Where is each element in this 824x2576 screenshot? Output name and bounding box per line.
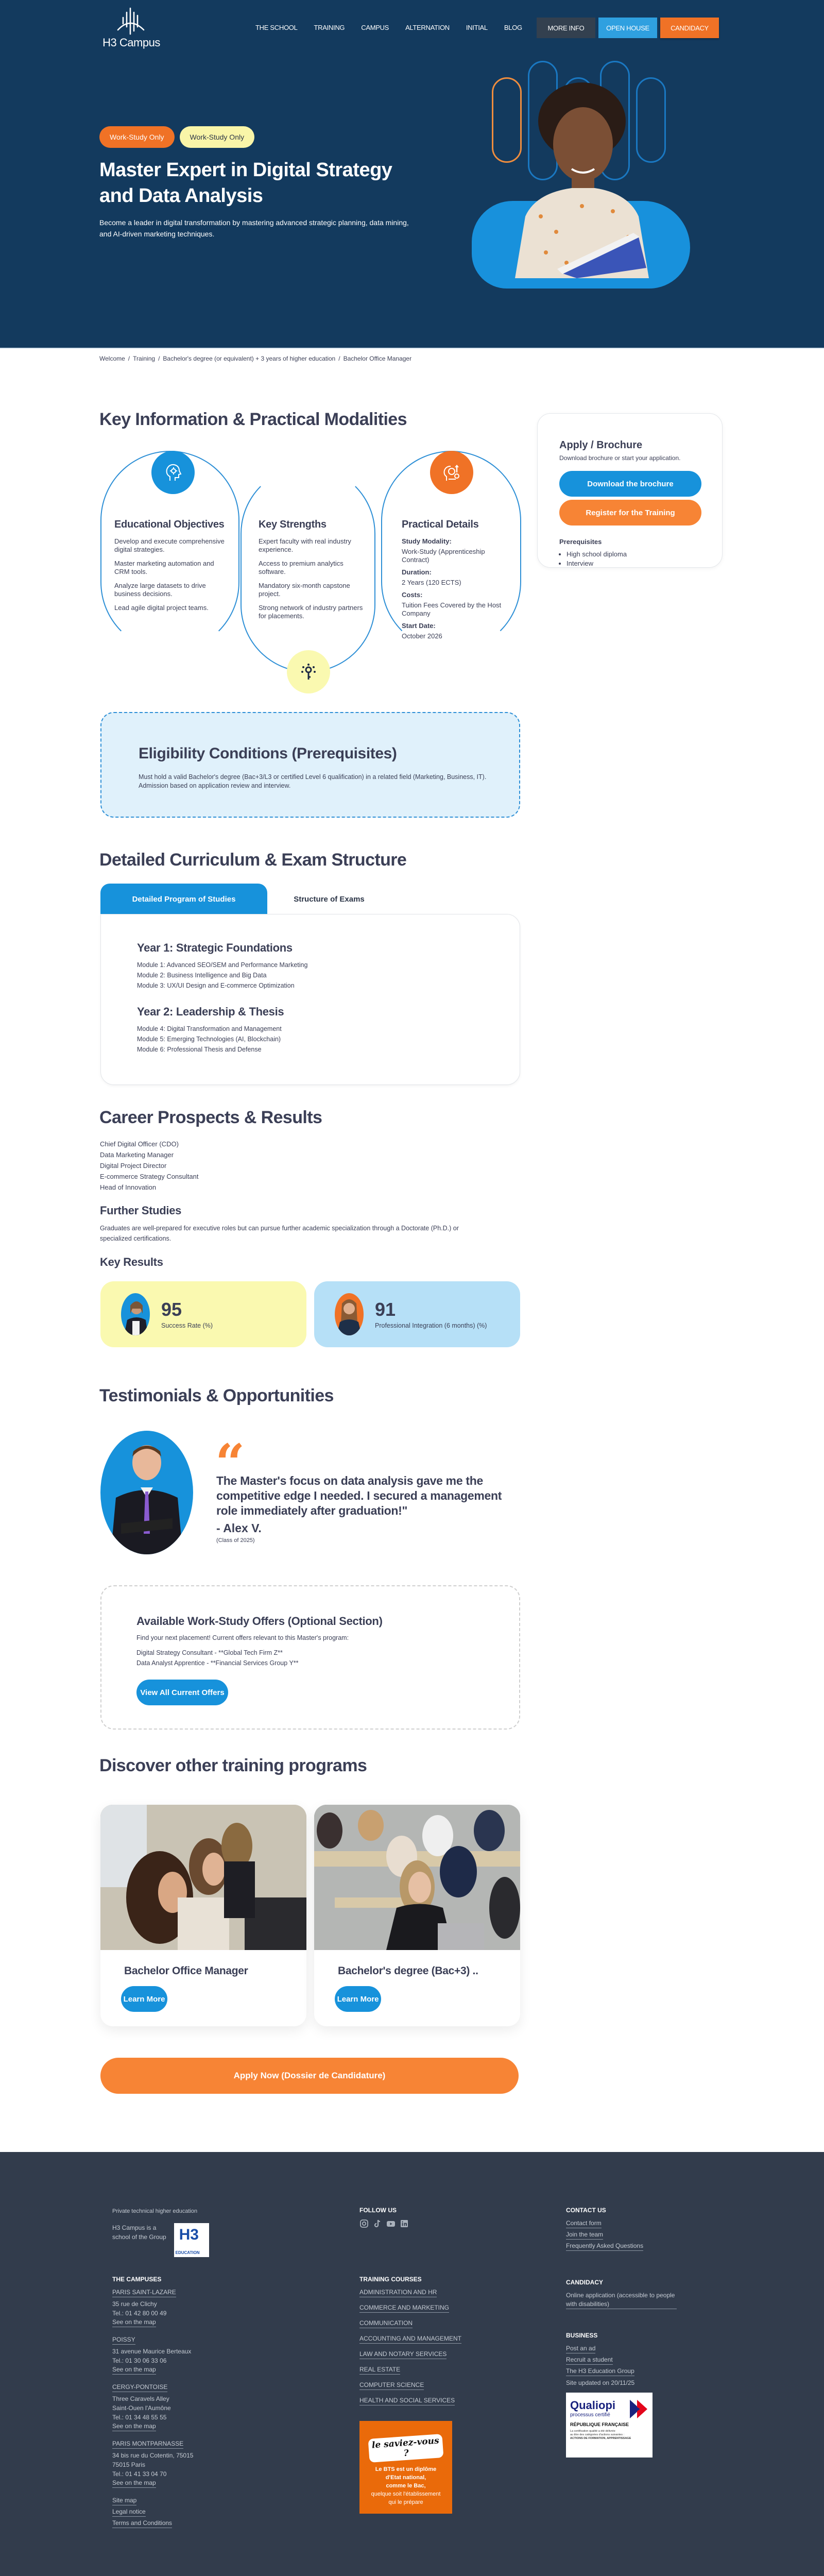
qualiopi-arrow-icon xyxy=(630,2400,647,2418)
eligibility-title: Eligibility Conditions (Prerequisites) xyxy=(139,745,397,762)
open-house-button[interactable]: OPEN HOUSE xyxy=(598,18,657,38)
terms-link[interactable]: Terms and Conditions xyxy=(112,2519,172,2528)
duration-value: 2 Years (120 ECTS) xyxy=(402,579,461,586)
breadcrumb-welcome[interactable]: Welcome xyxy=(99,355,125,362)
campus-address: Three Caravels Alley xyxy=(112,2395,169,2402)
campus-block xyxy=(112,2383,298,2433)
did-you-know-promo[interactable] xyxy=(359,2421,452,2514)
hero-badges xyxy=(99,126,429,148)
campus-phone: Tel.: 01 30 06 33 06 xyxy=(112,2357,167,2364)
prerequisites-title: Prerequisites xyxy=(559,538,602,546)
download-brochure-button[interactable]: Download the brochure xyxy=(559,471,701,497)
strength-item: Strong network of industry partners for placements. xyxy=(259,604,363,620)
footer-group-text: H3 Campus is a school of the Group xyxy=(112,2224,166,2241)
job-item: Data Marketing Manager xyxy=(100,1151,174,1159)
logo-icon xyxy=(116,6,147,35)
key-results-title: Key Results xyxy=(100,1256,163,1268)
strength-item: Mandatory six-month capstone project. xyxy=(259,582,350,598)
faq-link[interactable]: Frequently Asked Questions xyxy=(566,2242,643,2251)
module-item: Module 4: Digital Transformation and Management xyxy=(137,1025,282,1032)
module-item: Module 3: UX/UI Design and E-commerce Optimization xyxy=(137,982,295,989)
prerequisite-item: • Interview xyxy=(566,559,701,568)
job-item: Digital Project Director xyxy=(100,1162,167,1170)
success-rate-stat xyxy=(161,1299,213,1329)
program-title: Bachelor's degree (Bac+3) .. xyxy=(338,1965,478,1977)
republique-francaise: RÉPUBLIQUE FRANÇAISE xyxy=(570,2422,629,2427)
strengths-list xyxy=(259,537,367,626)
youtube-icon[interactable] xyxy=(386,2219,396,2228)
further-studies-title: Further Studies xyxy=(100,1204,182,1217)
module-item: Module 5: Emerging Technologies (AI, Blockchain) xyxy=(137,1036,281,1043)
main-nav xyxy=(247,24,530,31)
footer-contact xyxy=(566,2207,690,2458)
work-study-badge: Work-Study Only xyxy=(99,126,175,148)
breadcrumb-training[interactable]: Training xyxy=(133,355,156,362)
h3-education-logo[interactable]: H3 EDUCATION xyxy=(174,2223,209,2257)
job-item: Head of Innovation xyxy=(100,1183,157,1191)
legal-links xyxy=(112,2496,298,2530)
course-link[interactable]: REAL ESTATE xyxy=(359,2365,400,2375)
courses-heading: TRAINING COURSES xyxy=(359,2276,422,2283)
linkedin-icon[interactable] xyxy=(400,2219,409,2228)
offer-item: Digital Strategy Consultant - **Global Tech Firm Z** xyxy=(136,1649,283,1656)
learn-more-button[interactable]: Learn More xyxy=(335,1986,381,2012)
page-title: Master Expert in Digital Strategy and Data Analysis xyxy=(99,159,392,207)
hero xyxy=(0,0,824,348)
brain-gear-icon xyxy=(151,451,195,494)
strength-item: Expert faculty with real industry experience. xyxy=(259,537,351,553)
footer-group xyxy=(112,2223,298,2257)
campus-link[interactable]: PARIS SAINT-LAZARE xyxy=(112,2288,176,2297)
social-links xyxy=(359,2219,514,2228)
more-info-button[interactable]: MORE INFO xyxy=(537,18,595,38)
footer-tagline: Private technical higher education xyxy=(112,2208,198,2214)
job-item: E-commerce Strategy Consultant xyxy=(100,1173,199,1180)
work-study-badge-alt: Work-Study Only xyxy=(180,126,255,148)
breadcrumb-separator: / xyxy=(128,355,130,362)
objective-item: Analyze large datasets to drive business decisions. xyxy=(114,582,206,598)
curriculum-tabs xyxy=(100,884,391,914)
graduate-avatar xyxy=(335,1293,364,1335)
offers-intro: Find your next placement! Current offers relevant to this Master's program: xyxy=(136,1634,349,1641)
candidacy-heading: CANDIDACY xyxy=(566,2279,603,2286)
join-team-link[interactable]: Join the team xyxy=(566,2230,603,2240)
study-modality-value: Work-Study (Apprenticeship Contract) xyxy=(402,548,485,564)
campus-city: 75015 Paris xyxy=(112,2461,146,2468)
campus-phone: Tel.: 01 34 48 55 55 xyxy=(112,2414,167,2421)
legal-notice-link[interactable]: Legal notice xyxy=(112,2507,146,2517)
breadcrumb xyxy=(0,348,824,368)
campus-address: 35 rue de Clichy xyxy=(112,2300,157,2308)
recruit-student-link[interactable]: Recruit a student xyxy=(566,2355,613,2365)
contact-heading: CONTACT US xyxy=(566,2207,606,2214)
online-application-link[interactable]: Online application (accessible to people with disabilities) xyxy=(566,2291,677,2309)
site-updated: Site updated on 20/11/25 xyxy=(566,2379,635,2386)
tab-program-of-studies[interactable]: Detailed Program of Studies xyxy=(100,884,267,914)
qualiopi-note: La certification qualité a été délivrée au titre des catégories d'actions suivantes : ACTIONS DE FORMATION, APPRENTISSAGE xyxy=(570,2430,631,2440)
module-item: Module 2: Business Intelligence and Big Data xyxy=(137,972,267,979)
hero-subtitle: Become a leader in digital transformation by mastering advanced strategic planning, data mining, and AI-driven marketing techniques. xyxy=(99,218,409,238)
strengths-title: Key Strengths xyxy=(259,519,327,530)
eligibility-box xyxy=(100,712,520,818)
logo-text: H3 Campus xyxy=(102,36,160,49)
offer-item: Data Analyst Apprentice - **Financial Services Group Y** xyxy=(136,1659,299,1667)
integration-rate-value: 91 xyxy=(375,1299,396,1320)
study-modality-label: Study Modality: xyxy=(402,537,452,545)
prerequisites-list xyxy=(566,550,701,568)
contact-form-link[interactable]: Contact form xyxy=(566,2219,602,2228)
follow-heading: FOLLOW US xyxy=(359,2207,397,2214)
apply-card-title: Apply / Brochure xyxy=(559,439,643,451)
site-logo[interactable] xyxy=(98,6,165,53)
breadcrumb-separator: / xyxy=(338,355,340,362)
course-link[interactable]: ADMINISTRATION AND HR xyxy=(359,2288,437,2297)
campus-block xyxy=(112,2288,298,2329)
view-all-offers-button[interactable]: View All Current Offers xyxy=(136,1680,228,1705)
objectives-title: Educational Objectives xyxy=(114,519,225,530)
breadcrumb-current: Bachelor Office Manager xyxy=(343,355,412,362)
program-image xyxy=(314,1805,520,1950)
quote-icon: “ xyxy=(215,1433,245,1494)
year-2-title: Year 2: Leadership & Thesis xyxy=(137,1005,284,1018)
nav-blog[interactable]: BLOG xyxy=(504,24,522,31)
module-item: Module 6: Professional Thesis and Defense xyxy=(137,1046,262,1053)
campuses-heading: THE CAMPUSES xyxy=(112,2276,162,2283)
campus-link[interactable]: POISSY xyxy=(112,2335,135,2345)
hero-content xyxy=(99,126,429,240)
eligibility-text: Must hold a valid Bachelor's degree (Bac+3/L3 or certified Level 6 qualification) in a related field (Marketing, Business, IT). Admission based on application review and interview. xyxy=(139,773,487,789)
h3-group-link[interactable]: The H3 Education Group xyxy=(566,2367,634,2376)
nav-alternation[interactable]: ALTERNATION xyxy=(405,24,450,31)
practical-title: Practical Details xyxy=(402,519,479,530)
network-key-icon xyxy=(287,650,330,693)
offers-title: Available Work-Study Offers (Optional Section) xyxy=(136,1615,383,1628)
campus-address: 31 avenue Maurice Berteaux xyxy=(112,2348,192,2355)
instagram-icon[interactable] xyxy=(359,2219,369,2228)
testimonial-avatar xyxy=(100,1431,193,1554)
footer xyxy=(0,2152,824,2576)
further-studies-text: Graduates are well-prepared for executive roles but can pursue further academic specialization through a Doctorate (Ph.D.) or specialized certifications. xyxy=(100,1225,459,1242)
career-jobs-list xyxy=(100,1139,198,1193)
qualiopi-certification xyxy=(566,2393,653,2458)
costs-value: Tuition Fees Covered by the Host Company xyxy=(402,601,502,617)
integration-rate-card xyxy=(314,1281,520,1347)
key-info-title: Key Information & Practical Modalities xyxy=(99,410,407,429)
apply-card-subtitle: Download brochure or start your application. xyxy=(559,454,681,462)
campus-link[interactable]: PARIS MONTPARNASSE xyxy=(112,2439,183,2449)
tab-structure-of-exams[interactable]: Structure of Exams xyxy=(294,894,365,904)
strength-item: Access to premium analytics software. xyxy=(259,560,344,575)
campus-phone: Tel.: 01 41 33 04 70 xyxy=(112,2470,167,2478)
candidacy-button[interactable]: CANDIDACY xyxy=(660,18,719,38)
student-photo xyxy=(500,82,659,278)
year-1-title: Year 1: Strategic Foundations xyxy=(137,941,293,954)
footer-courses xyxy=(359,2276,514,2514)
programs-title: Discover other training programs xyxy=(99,1756,367,1775)
program-title: Bachelor Office Manager xyxy=(124,1965,248,1977)
job-item: Chief Digital Officer (CDO) xyxy=(100,1140,179,1148)
see-on-map-link[interactable]: See on the map xyxy=(112,2479,156,2488)
campus-address: 34 bis rue du Cotentin, 75015 xyxy=(112,2452,194,2459)
hero-illustration xyxy=(453,31,742,348)
objective-item: Master marketing automation and CRM tools. xyxy=(114,560,214,575)
nav-campus[interactable]: CAMPUS xyxy=(361,24,389,31)
promo-text: Le BTS est un diplôme d'Etat national, comme le Bac, quelque soit l'établissement qui le prépare xyxy=(371,2466,441,2505)
work-study-offers xyxy=(100,1585,520,1730)
tiktok-icon[interactable] xyxy=(373,2219,382,2228)
business-heading: BUSINESS xyxy=(566,2332,598,2339)
footer-about xyxy=(112,2207,298,2257)
testimonials-title: Testimonials & Opportunities xyxy=(99,1386,334,1405)
course-link[interactable]: LAW AND NOTARY SERVICES xyxy=(359,2350,447,2359)
success-rate-value: 95 xyxy=(161,1299,182,1320)
footer-campuses xyxy=(112,2276,298,2530)
promo-headline: le saviez-vous ? xyxy=(368,2434,444,2463)
career-title: Career Prospects & Results xyxy=(99,1108,322,1127)
apply-brochure-card xyxy=(537,413,723,568)
practical-list xyxy=(402,537,512,645)
program-card[interactable] xyxy=(314,1805,520,2026)
qualiopi-brand: Qualiopi xyxy=(570,2399,615,2412)
year-1-modules xyxy=(137,960,520,991)
apply-now-button[interactable]: Apply Now (Dossier de Candidature) xyxy=(100,2058,519,2094)
start-date-label: Start Date: xyxy=(402,622,436,630)
campus-block xyxy=(112,2335,298,2377)
see-on-map-link[interactable]: See on the map xyxy=(112,2365,156,2375)
learn-more-button[interactable]: Learn More xyxy=(121,1986,167,2012)
course-link[interactable]: COMMERCE AND MARKETING xyxy=(359,2303,449,2313)
objective-item: Develop and execute comprehensive digital strategies. xyxy=(114,537,225,553)
course-link[interactable]: COMPUTER SCIENCE xyxy=(359,2381,424,2390)
testimonial-class: (Class of 2025) xyxy=(216,1537,255,1544)
costs-label: Costs: xyxy=(402,591,423,599)
prerequisite-item: • High school diploma xyxy=(566,550,701,559)
breadcrumb-bachelor-level[interactable]: Bachelor's degree (or equivalent) + 3 years of higher education xyxy=(163,355,336,362)
breadcrumb-separator: / xyxy=(158,355,160,362)
testimonial-author: - Alex V. xyxy=(216,1521,262,1535)
qualiopi-sub: processus certifié xyxy=(570,2412,610,2418)
post-ad-link[interactable]: Post an ad xyxy=(566,2344,595,2353)
campus-link[interactable]: CERGY-PONTOISE xyxy=(112,2383,167,2392)
program-card[interactable] xyxy=(100,1805,306,2026)
offers-list xyxy=(136,1648,519,1668)
duration-label: Duration: xyxy=(402,568,432,576)
start-date-value: October 2026 xyxy=(402,632,442,640)
graduate-avatar xyxy=(121,1293,150,1335)
see-on-map-link[interactable]: See on the map xyxy=(112,2422,156,2431)
idea-growth-icon xyxy=(430,451,473,494)
success-rate-label: Success Rate (%) xyxy=(161,1322,213,1329)
integration-rate-stat xyxy=(375,1299,487,1329)
campus-city: Saint-Ouen l'Aumône xyxy=(112,2404,171,2412)
campus-block xyxy=(112,2439,298,2490)
objective-item: Lead agile digital project teams. xyxy=(114,604,209,612)
curriculum-title: Detailed Curriculum & Exam Structure xyxy=(99,850,407,870)
course-link[interactable]: ACCOUNTING AND MANAGEMENT xyxy=(359,2334,461,2344)
program-image xyxy=(100,1805,306,1950)
nav-initial[interactable]: INITIAL xyxy=(466,24,488,31)
footer-follow xyxy=(359,2207,514,2228)
course-link[interactable]: COMMUNICATION xyxy=(359,2319,413,2328)
register-training-button[interactable]: Register for the Training xyxy=(559,500,701,526)
module-item: Module 1: Advanced SEO/SEM and Performance Marketing xyxy=(137,961,308,969)
course-link[interactable]: HEALTH AND SOCIAL SERVICES xyxy=(359,2396,455,2405)
year-2-modules xyxy=(137,1024,520,1055)
objectives-list xyxy=(114,537,225,618)
testimonial-quote: The Master's focus on data analysis gave me the competitive edge I needed. I secured a management role immediately after graduation!" xyxy=(216,1474,502,1517)
see-on-map-link[interactable]: See on the map xyxy=(112,2318,156,2327)
integration-rate-label: Professional Integration (6 months) (%) xyxy=(375,1322,487,1329)
nav-the-school[interactable]: THE SCHOOL xyxy=(255,24,298,31)
nav-training[interactable]: TRAINING xyxy=(314,24,345,31)
curriculum-panel xyxy=(100,914,520,1085)
success-rate-card xyxy=(100,1281,306,1347)
campus-phone: Tel.: 01 42 80 00 49 xyxy=(112,2310,167,2317)
site-map-link[interactable]: Site map xyxy=(112,2496,136,2505)
